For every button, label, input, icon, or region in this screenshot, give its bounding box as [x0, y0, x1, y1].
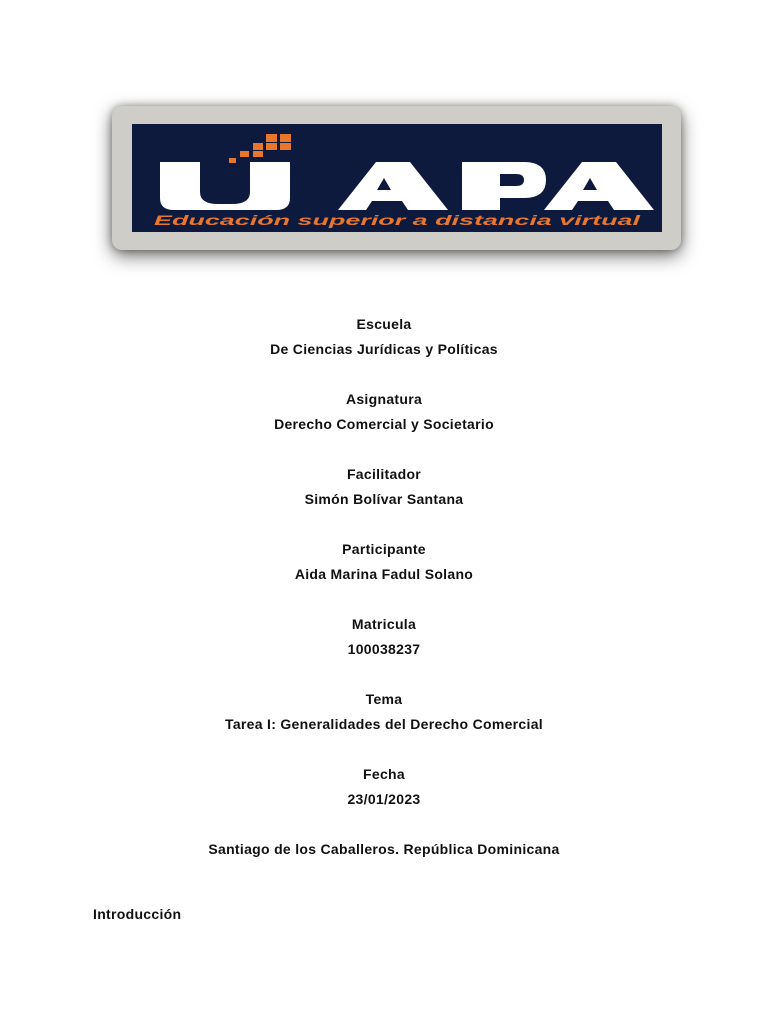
asignatura-label: Asignatura: [345, 391, 423, 407]
escuela-value: De Ciencias Jurídicas y Políticas: [270, 341, 498, 357]
fecha-value: 23/01/2023: [347, 791, 421, 807]
matricula-block: [0, 612, 768, 662]
participante-block: [0, 537, 768, 587]
fecha-label: Fecha: [363, 766, 405, 782]
participante-value: Aida Marina Fadul Solano: [294, 566, 474, 582]
fecha-block: [0, 762, 768, 812]
tema-block: [0, 687, 768, 737]
facilitador-block: [0, 462, 768, 512]
escuela-block: [0, 312, 768, 362]
logo-tagline: Educación superior a distancia virtual: [154, 212, 643, 228]
participante-label: Participante: [342, 541, 426, 557]
logo-frame: [112, 106, 681, 250]
uapa-logo: [132, 124, 662, 232]
lugar-block: [0, 837, 768, 862]
tema-value: Tarea I: Generalidades del Derecho Comercial: [225, 716, 543, 732]
lugar-text: Santiago de los Caballeros. República Dominicana: [208, 841, 560, 857]
asignatura-block: [0, 387, 768, 437]
logo-wordmark-shapes: [160, 162, 654, 210]
logo-accent-squares: [229, 134, 291, 163]
asignatura-value: Derecho Comercial y Societario: [274, 416, 494, 432]
cover-page-info: [0, 312, 768, 887]
section-heading-introduccion: Introducción: [93, 906, 182, 922]
facilitador-value: Simón Bolívar Santana: [304, 491, 464, 507]
matricula-label: Matricula: [351, 616, 417, 632]
tema-label: Tema: [365, 691, 403, 707]
uapa-logo-graphic: [132, 124, 662, 232]
facilitador-label: Facilitador: [346, 466, 422, 482]
escuela-label: Escuela: [356, 316, 412, 332]
matricula-value: 100038237: [347, 641, 421, 657]
